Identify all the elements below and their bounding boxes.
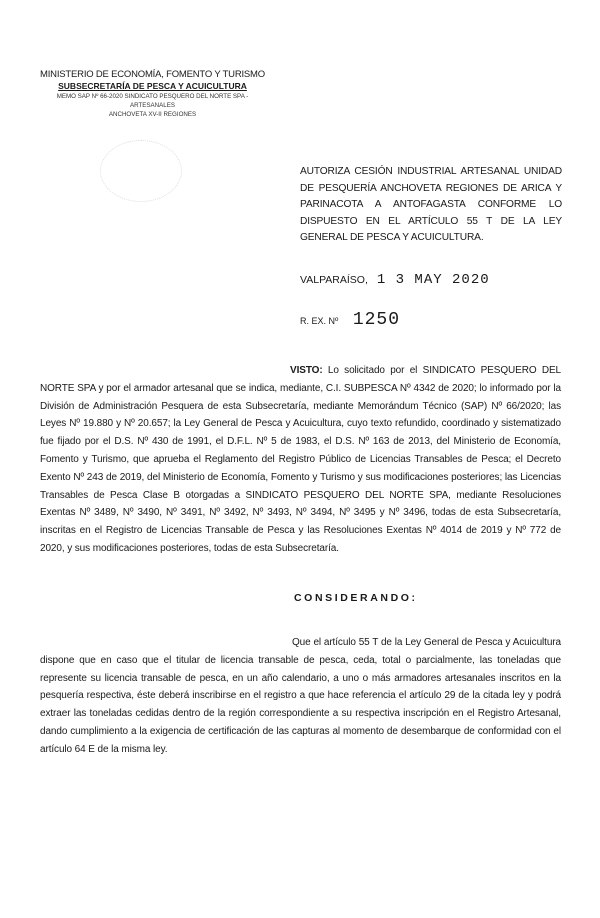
memo-reference-line-2: ARTESANALES — [130, 102, 175, 109]
place-label: VALPARAÍSO, — [300, 274, 368, 286]
visto-paragraph — [40, 362, 561, 558]
resolution-subject: AUTORIZA CESIÓN INDUSTRIAL ARTESANAL UNIDAD DE PESQUERÍA ANCHOVETA REGIONES DE ARICA Y PARINACOTA A ANTOFAGASTA CONFORME LO DISPUESTO EN EL ARTÍCULO 55 T DE LA LEY GENERAL DE PESCA Y ACUICULTURA. — [300, 166, 562, 244]
memo-reference-line-3: ANCHOVETA XV-II REGIONES — [108, 111, 197, 118]
faint-seal-stamp — [100, 140, 182, 202]
considerando-paragraph: Que el artículo 55 T de la Ley General de Pesca y Acuicultura dispone que en caso que el titular de licencia transable de pesca, ceda, total o parcialmente, las toneladas que represente su licencia transable de pesca, en un año calendario, a uno o más armadores artesanales inscritos en la pesquería respectiva, éste deberá inscribirse en el registro a que hace referencia el artículo 29 de la citada ley y podrá extraer las toneladas cedidas dentro de la región correspondiente a su respectiva inscripción en el Registro Artesanal, dando cumplimiento a la exigencia de certificación de las capturas al momento de desembarque de conformidad con el artículo 64 E de la misma ley. — [40, 637, 561, 755]
visto-label: VISTO: — [290, 365, 323, 376]
visto-text: Lo solicitado por el SINDICATO PESQUERO DEL NORTE SPA y por el armador artesanal que se indica, mediante, C.I. SUBPESCA Nº 4342 de 2020; lo informado por la División de Administración Pesquera de esta Subsecretaría, mediante Memorándum Técnico (SAP) Nº 66/2020; las Leyes Nº 19.880 y Nº 20.657; la Ley General de Pesca y Acuicultura, cuyo texto refundido, coordinado y sistematizado fue fijado por el D.S. Nº 430 de 1991, el D.F.L. Nº 5 de 1983, el D.S. Nº 163 de 2013, del Ministerio de Economía, Fomento y Turismo, que aprueba el Reglamento del Registro Público de Licencias Transables de Pesca; el Decreto Exento Nº 243 de 2019, del Ministerio de Economía, Fomento y Turismo y sus modificaciones posteriores; las Licencias Transables de Pesca Clase B otorgadas a SINDICATO PESQUERO DEL NORTE SPA, mediante Resoluciones Exentas Nº 3489, Nº 3490, Nº 3491, Nº 3492, Nº 3493, Nº 3494, Nº 3495 y Nº 3496, todas de esta Subsecretaría, inscritas en el Registro de Licencias Transable de Pesca y las Resoluciones Exentas Nº 4014 de 2019 y Nº 772 de 2020, y sus modificaciones posteriores, todas de esta Subsecretaría. — [40, 365, 561, 554]
memo-reference-line-1: MEMO SAP Nº 66-2020 SINDICATO PESQUERO DEL NORTE SPA - — [56, 93, 249, 100]
subsecretaria-name: SUBSECRETARÍA DE PESCA Y ACUICULTURA — [58, 81, 247, 91]
stamped-date: 1 3 MAY 2020 — [376, 272, 490, 288]
rex-label: R. EX. Nº — [300, 316, 339, 326]
letterhead — [40, 69, 265, 119]
ministry-name: MINISTERIO DE ECONOMÍA, FOMENTO Y TURISMO — [40, 69, 265, 80]
place-date-line — [300, 272, 490, 288]
rex-number: 1250 — [352, 310, 401, 330]
considerando-heading: CONSIDERANDO: — [294, 592, 418, 604]
resolution-number-line — [300, 310, 400, 330]
